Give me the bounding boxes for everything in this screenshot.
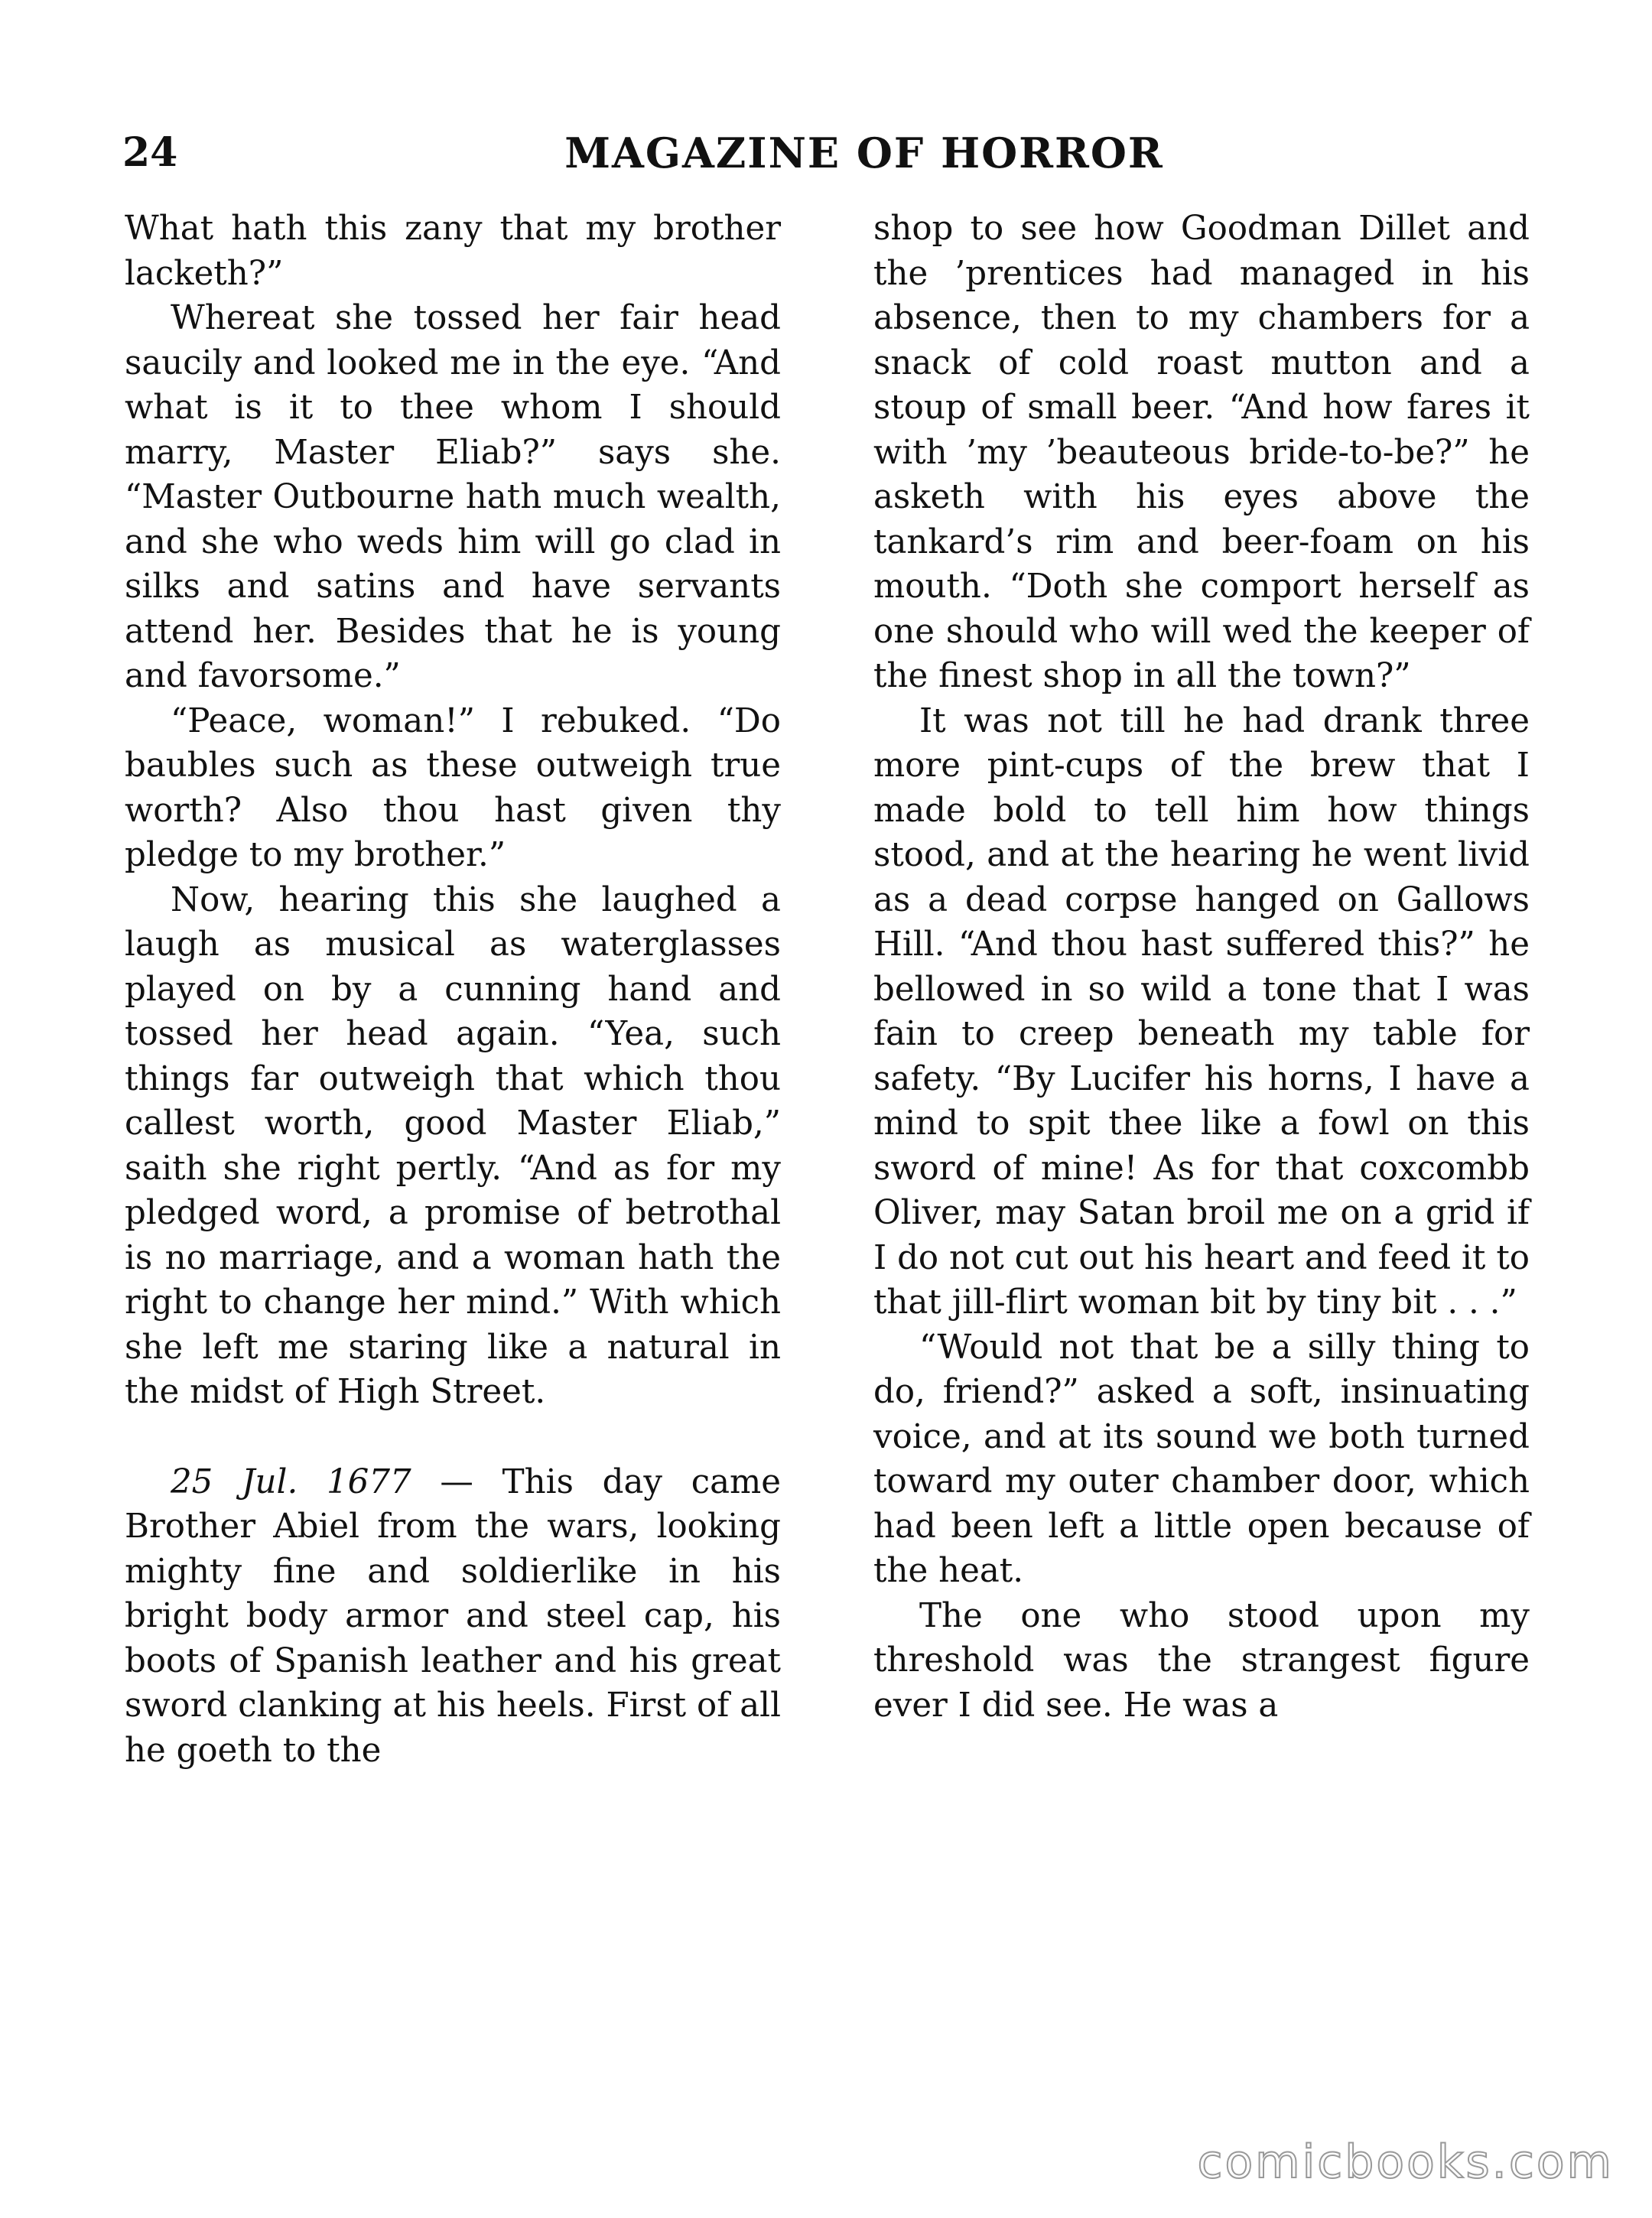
page-header (122, 128, 1533, 190)
left-text-column (125, 207, 781, 1773)
right-text-column (873, 207, 1530, 1728)
diary-entry-text: — This day came Brother Abiel from the wars, looking mighty fine and soldierlike in his bright body armor and steel cap, his boots of Spanish leather and his great sword clanking at his heels. First of all he goeth to the (125, 1462, 781, 1770)
paragraph: The one who stood upon my threshold was the strangest figure ever I did see. He was a (873, 1596, 1530, 1725)
paragraph: It was not till he had drank three more pint-cups of the brew that I made bold to tell him how things stood, and at the hearing he went livid as a dead corpse hanged on Gallows Hill. “And thou hast suffered this?” he bellowed in so wild a tone that I was fain to creep beneath my table for safety. “By Lucifer his horns, I have a mind to spit thee like a fowl on this sword of mine! As for that coxcombb Oliver, may Satan broil me on a grid if I do not cut out his heart and feed it to that jill-flirt woman bit by tiny bit . . .” (873, 701, 1530, 1322)
site-watermark: comicbooks.com (1197, 2135, 1614, 2189)
paragraph: shop to see how Goodman Dillet and the ’prentices had managed in his absence, then to my chambers for a snack of cold roast mutton and a stoup of small beer. “And how fares it with ’my ’beauteous bride-to-be?” he asketh with his eyes above the tankard’s rim and beer-foam on his mouth. “Doth she comport herself as one should who will wed the keeper of the finest shop in all the town?” (873, 210, 1530, 695)
paragraph: What hath this zany that my brother lacketh?” (125, 210, 781, 293)
running-title: MAGAZINE OF HORROR (564, 128, 1164, 177)
paragraph: “Would not that be a silly thing to do, friend?” asked a soft, insinuating voice, and at its sound we both turned toward my outer chamber door, which had been left a little open because of the heat. (873, 1328, 1530, 1590)
paragraph: “Peace, woman!” I rebuked. “Do baubles such as these outweigh true worth? Also thou hast given thy pledge to my brother.” (125, 701, 781, 874)
diary-date: 25 Jul. 1677 (171, 1462, 411, 1501)
diary-entry-paragraph (125, 1460, 781, 1774)
paragraph: Now, hearing this she laughed a laugh as musical as waterglasses played on by a cunning hand and tossed her head again. “Yea, such things far outweigh that which thou callest worth, good Master Eliab,” saith she right pertly. “And as for my pledged word, a promise of betrothal is no marriage, and a woman hath the right to change her mind.” With which she left me staring like a natural in the midst of High Street. (125, 880, 781, 1411)
page-number: 24 (122, 129, 178, 176)
paragraph: Whereat she tossed her fair head saucily and looked me in the eye. “And what is it to thee whom I should marry, Master Eliab?” says she. “Master Outbourne hath much wealth, and she who weds him will go clad in silks and satins and have servants attend her. Besides that he is young and favorsome.” (125, 299, 781, 695)
